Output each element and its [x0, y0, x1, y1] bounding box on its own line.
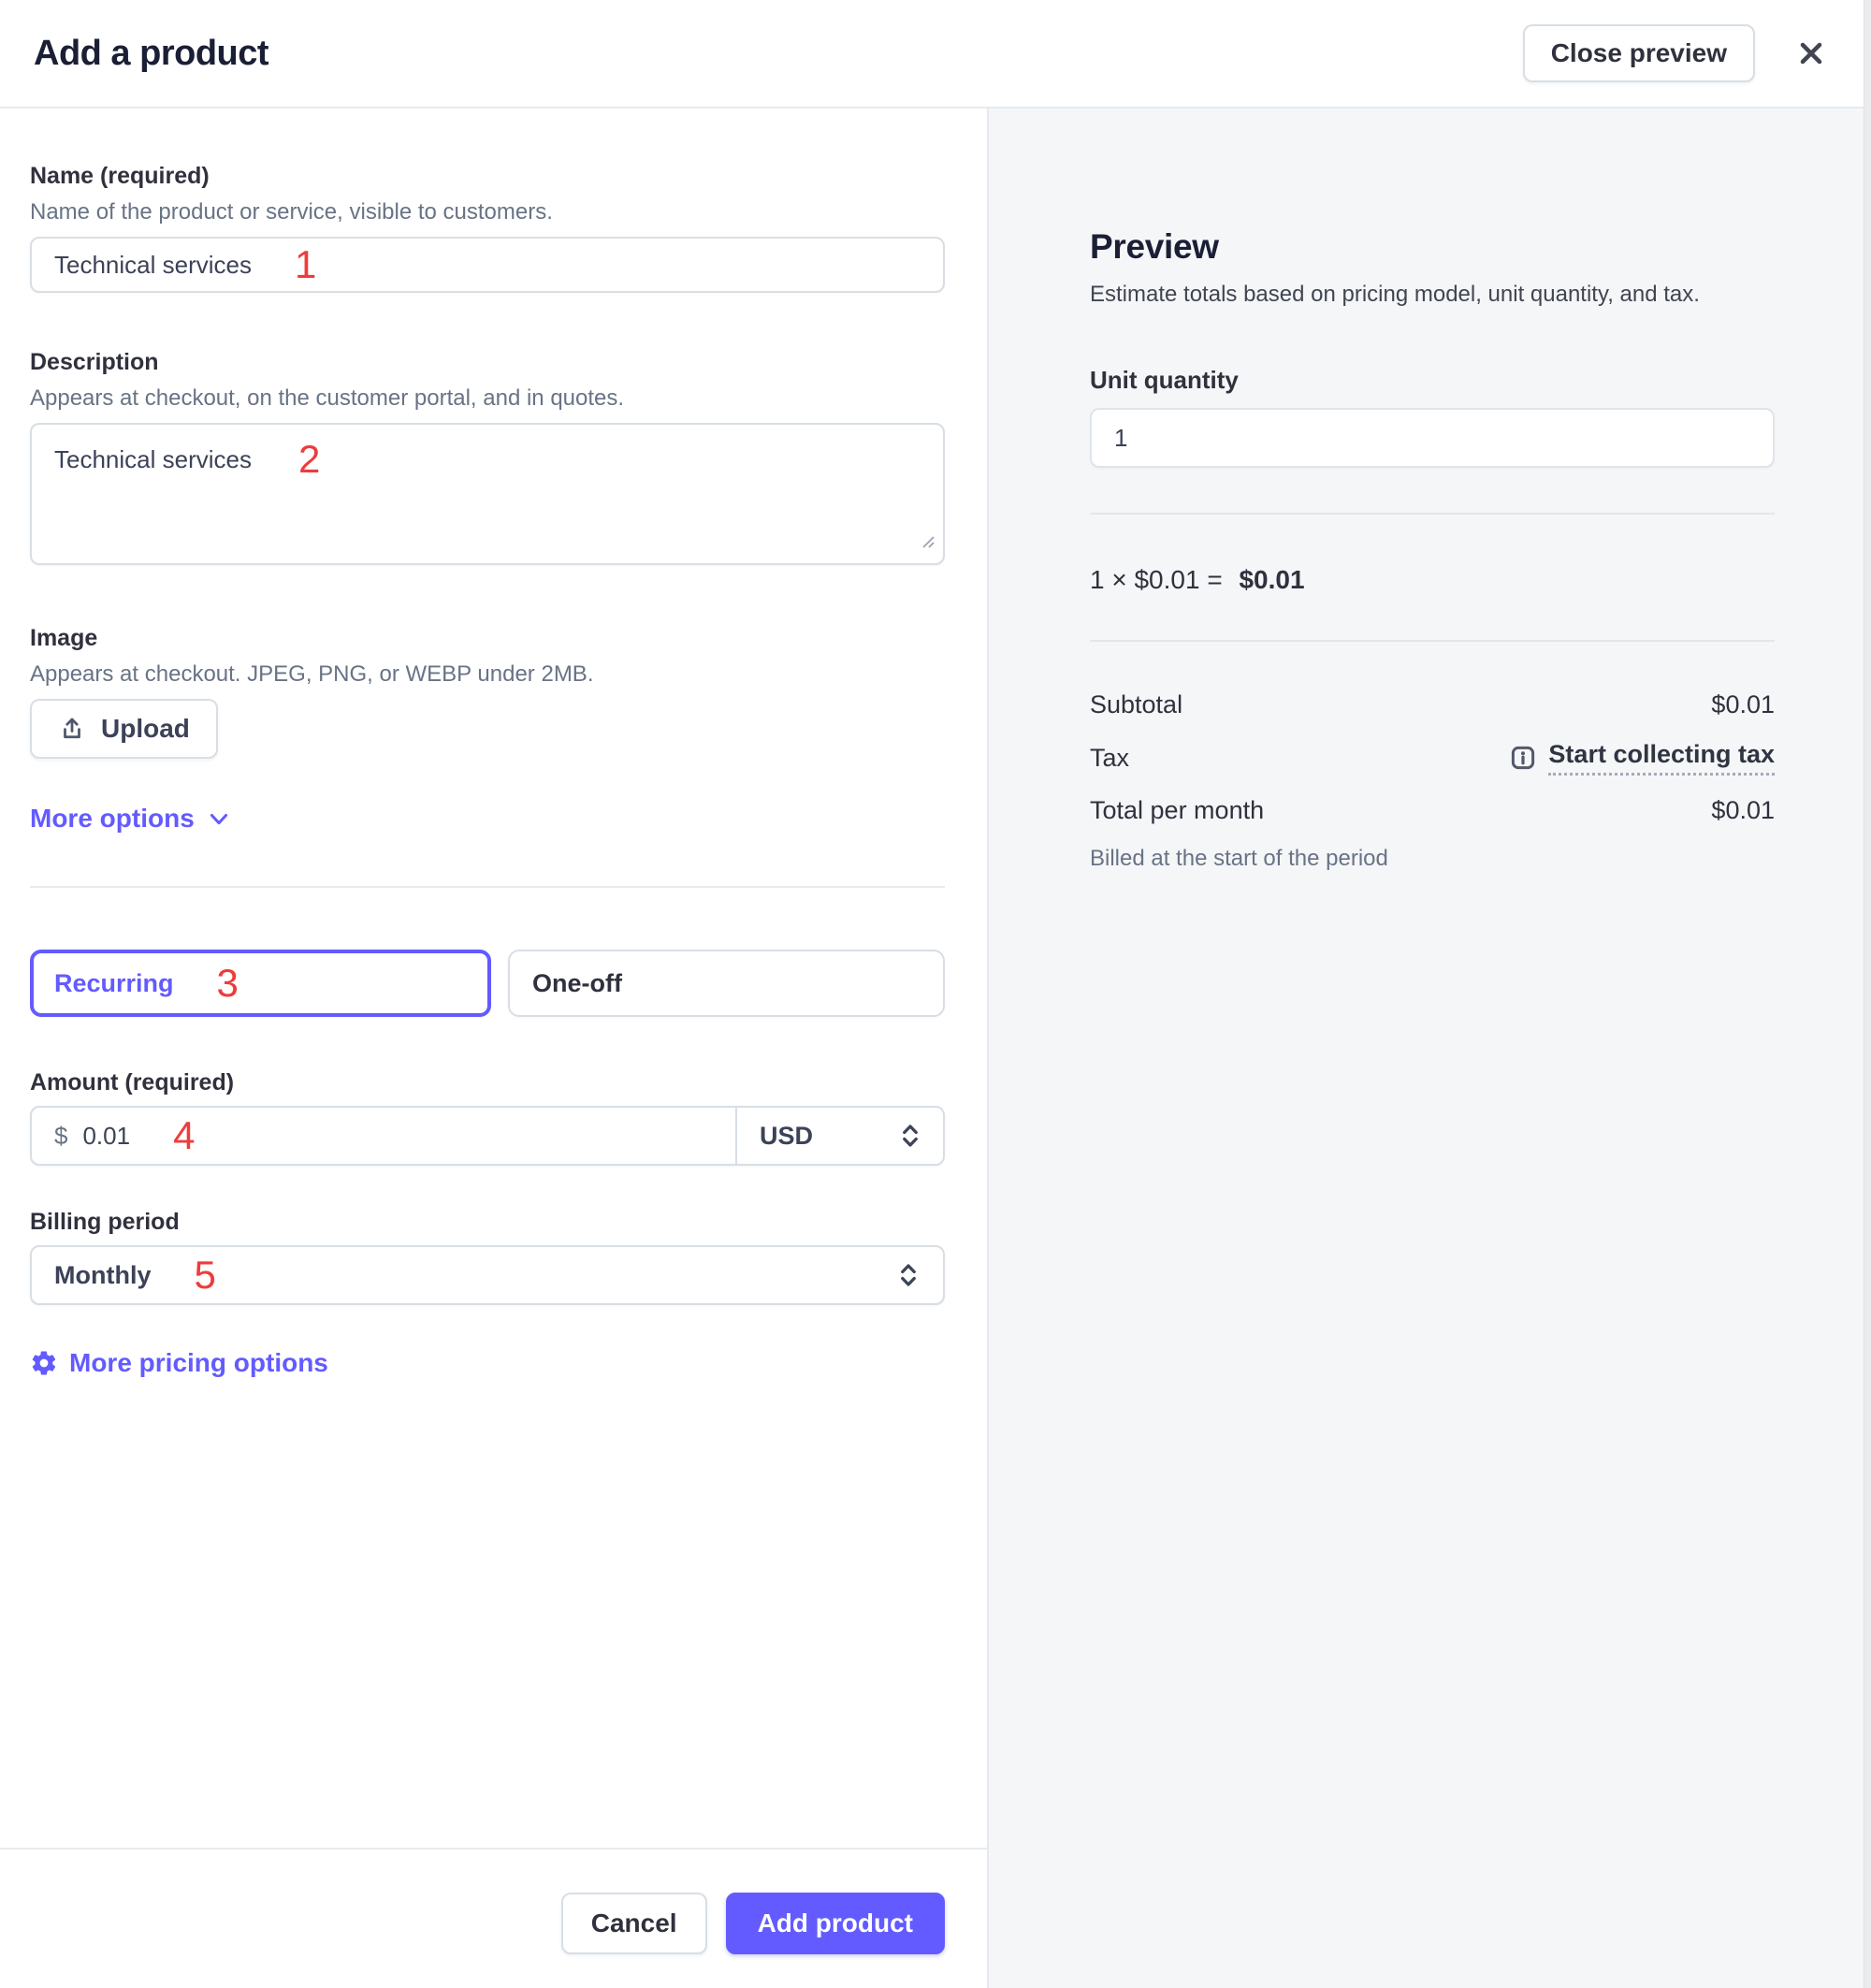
billing-period-value: Monthly: [54, 1260, 152, 1289]
upload-icon: [58, 715, 86, 743]
more-pricing-options-link[interactable]: [30, 1348, 328, 1378]
unit-quantity-label: Unit quantity: [1090, 366, 1239, 394]
preview-divider: [1090, 640, 1775, 642]
add-product-button[interactable]: Add product: [726, 1893, 945, 1954]
amount-input-group: [30, 1106, 945, 1166]
name-label: Name (required): [30, 163, 210, 189]
pricing-type-toggle: [30, 950, 945, 1017]
calculation-line: [1090, 565, 1775, 595]
billing-period-label: Billing period: [30, 1209, 180, 1235]
page-title: Add a product: [34, 33, 269, 73]
description-label: Description: [30, 349, 159, 375]
cancel-button[interactable]: Cancel: [561, 1893, 707, 1954]
billing-period-section: [30, 1209, 945, 1305]
total-note: Billed at the start of the period: [1090, 846, 1388, 871]
product-form: [0, 109, 989, 1988]
annotation-5: 5: [194, 1253, 216, 1297]
tax-label: Tax: [1090, 743, 1130, 772]
select-chevrons-icon: [896, 1122, 924, 1150]
preview-subtitle: Estimate totals based on pricing model, unit quantity, and tax.: [1090, 282, 1700, 307]
tax-action-label: Start collecting tax: [1548, 740, 1775, 776]
info-icon: [1509, 744, 1537, 772]
image-helper: Appears at checkout. JPEG, PNG, or WEBP under 2MB.: [30, 661, 594, 687]
scrollbar[interactable]: [1864, 0, 1871, 1988]
one-off-toggle[interactable]: [508, 950, 945, 1017]
chevron-down-icon: [206, 805, 232, 832]
select-chevrons-icon: [894, 1261, 922, 1289]
annotation-3: 3: [216, 961, 239, 1005]
one-off-label: One-off: [532, 968, 622, 997]
unit-quantity-value: 1: [1114, 423, 1128, 452]
image-label: Image: [30, 625, 98, 651]
calculation-result: $0.01: [1239, 565, 1305, 594]
totals-section: [1090, 690, 1775, 872]
annotation-1: 1: [294, 242, 317, 286]
name-value: Technical services: [54, 250, 252, 279]
subtotal-row: [1090, 690, 1775, 719]
amount-input[interactable]: [32, 1108, 735, 1164]
image-section: [30, 625, 945, 759]
description-textarea[interactable]: [30, 423, 945, 565]
unit-quantity-input[interactable]: [1090, 408, 1775, 468]
subtotal-value: $0.01: [1711, 690, 1775, 718]
description-section: [30, 349, 945, 565]
billing-period-select[interactable]: [30, 1245, 945, 1305]
name-input[interactable]: [30, 237, 945, 293]
resize-handle-icon[interactable]: [921, 527, 936, 556]
calculation-expression: 1 × $0.01 =: [1090, 565, 1223, 594]
recurring-toggle[interactable]: [30, 950, 491, 1017]
total-row: [1090, 796, 1775, 825]
amount-value: 0.01: [82, 1121, 131, 1150]
total-value: $0.01: [1711, 796, 1775, 824]
currency-symbol: $: [54, 1121, 68, 1150]
gear-icon: [30, 1349, 58, 1377]
description-value: Technical services: [54, 444, 252, 473]
start-collecting-tax-link[interactable]: [1509, 740, 1775, 776]
tax-row: [1090, 740, 1775, 776]
preview-divider: [1090, 513, 1775, 515]
upload-label: Upload: [101, 714, 190, 743]
section-divider: [30, 886, 945, 888]
description-helper: Appears at checkout, on the customer portal, and in quotes.: [30, 385, 625, 411]
more-options-label: More options: [30, 804, 195, 833]
form-content: [0, 109, 987, 1848]
recurring-label: Recurring: [54, 968, 174, 997]
total-label: Total per month: [1090, 796, 1265, 824]
preview-panel: [989, 109, 1871, 1988]
currency-select[interactable]: [735, 1108, 943, 1164]
close-icon[interactable]: [1794, 36, 1828, 70]
modal-header: [0, 0, 1871, 109]
subtotal-label: Subtotal: [1090, 690, 1183, 718]
form-footer: [0, 1848, 987, 1988]
name-helper: Name of the product or service, visible to customers.: [30, 199, 553, 225]
currency-code: USD: [760, 1121, 814, 1150]
close-preview-button[interactable]: Close preview: [1523, 24, 1755, 82]
more-options-link[interactable]: [30, 804, 232, 834]
annotation-2: 2: [297, 437, 321, 481]
name-section: [30, 163, 945, 293]
amount-section: [30, 1069, 945, 1166]
annotation-4: 4: [173, 1113, 196, 1157]
amount-label: Amount (required): [30, 1069, 235, 1096]
upload-button[interactable]: [30, 699, 218, 759]
preview-title: Preview: [1090, 227, 1219, 266]
more-pricing-options-label: More pricing options: [69, 1348, 328, 1377]
modal-body: [0, 109, 1871, 1988]
